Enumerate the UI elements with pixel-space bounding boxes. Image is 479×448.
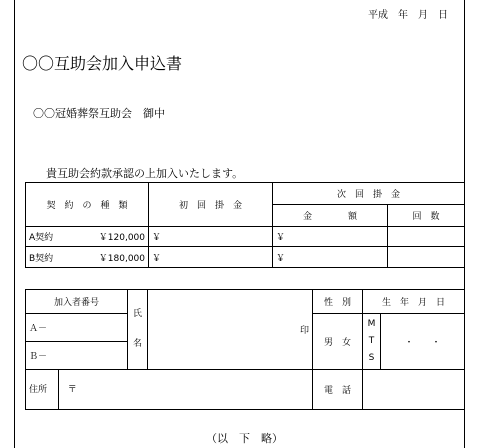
- name-char: 名: [132, 338, 142, 349]
- plan-cell: [26, 247, 149, 268]
- address-field[interactable]: [26, 370, 313, 410]
- name-field[interactable]: [148, 290, 313, 370]
- contract-table: [25, 182, 465, 268]
- addressee: 〇〇冠婚葬祭互助会 御中: [33, 107, 165, 120]
- next-amount-field[interactable]: ￥: [273, 247, 388, 268]
- next-amount-field[interactable]: ￥: [273, 227, 388, 247]
- seal-mark: 印: [299, 326, 309, 336]
- plan-name: B契約: [29, 253, 54, 264]
- address-divider: [58, 370, 59, 409]
- footer-note: （以 下 略）: [206, 432, 283, 445]
- postal-mark: 〒: [67, 385, 77, 395]
- member-number-a[interactable]: Ａ－: [26, 314, 128, 342]
- intro-text: 貴互助会約款承認の上加入いたします。: [46, 167, 244, 180]
- era-s[interactable]: S: [368, 353, 375, 364]
- plan-cell: [26, 227, 149, 247]
- col-header-count: 回 数: [388, 205, 465, 227]
- member-table: [25, 289, 465, 410]
- next-count-field[interactable]: [388, 227, 465, 247]
- table-row: [26, 247, 465, 268]
- member-number-label: 加入者番号: [26, 290, 128, 314]
- col-header-first: 初 回 掛 金: [149, 183, 273, 227]
- plan-price: ￥180,000: [98, 253, 145, 264]
- address-label: 住所: [29, 385, 48, 395]
- era-selector[interactable]: [363, 314, 381, 370]
- col-header-next: 次 回 掛 金: [273, 183, 465, 205]
- member-number-b[interactable]: Ｂ－: [26, 342, 128, 370]
- col-header-amount: 金 額: [273, 205, 388, 227]
- next-count-field[interactable]: [388, 247, 465, 268]
- date-line: 平成 年 月 日: [368, 10, 448, 21]
- gender-field[interactable]: 男 女: [313, 314, 363, 370]
- phone-label: 電 話: [313, 370, 363, 410]
- table-row: [26, 227, 465, 247]
- birthdate-field[interactable]: ・ ・: [381, 314, 465, 370]
- plan-price: ￥120,000: [98, 233, 145, 243]
- name-char: 氏: [132, 309, 142, 320]
- col-header-type: 契 約 の 種 類: [26, 183, 149, 227]
- era-t[interactable]: T: [368, 335, 375, 346]
- name-label: [128, 290, 148, 370]
- first-payment-field[interactable]: ￥: [149, 227, 273, 247]
- form-title: 〇〇互助会加入申込書: [22, 54, 183, 73]
- birthdate-label: 生 年 月 日: [363, 290, 465, 314]
- era-m[interactable]: M: [367, 318, 376, 329]
- first-payment-field[interactable]: ￥: [149, 247, 273, 268]
- phone-field[interactable]: [363, 370, 465, 410]
- plan-name: A契約: [29, 233, 54, 243]
- gender-label: 性 別: [313, 290, 363, 314]
